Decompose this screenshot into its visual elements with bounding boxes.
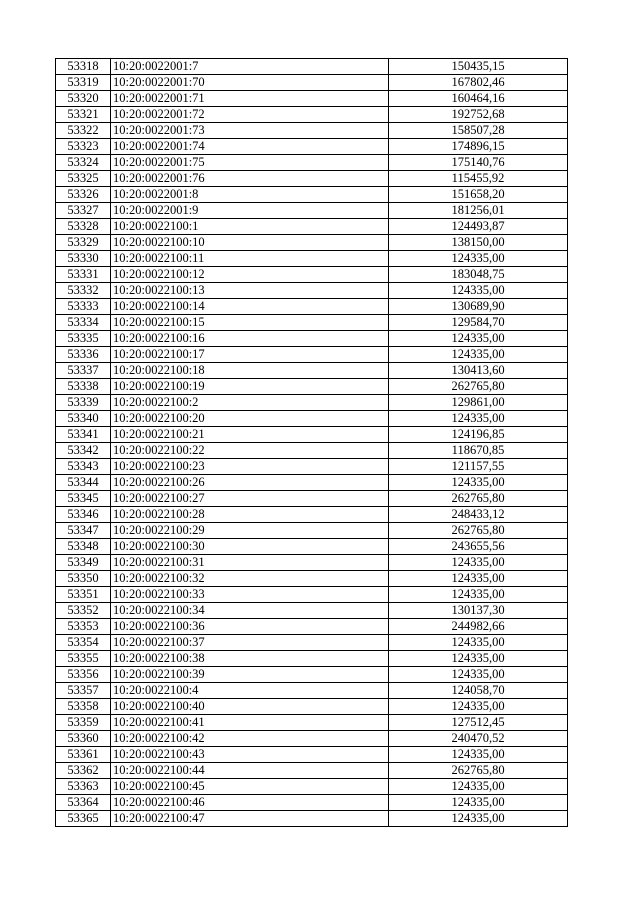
amount-cell: 118670,85: [389, 443, 568, 459]
row-number-cell: 53326: [56, 187, 111, 203]
cadastral-code-cell: 10:20:0022100:10: [111, 235, 389, 251]
table-row: [56, 267, 568, 283]
row-number-cell: 53321: [56, 107, 111, 123]
cadastral-code-cell: 10:20:0022001:7: [111, 59, 389, 75]
cadastral-code-cell: 10:20:0022100:11: [111, 251, 389, 267]
cadastral-code-cell: 10:20:0022100:33: [111, 587, 389, 603]
row-number-cell: 53359: [56, 715, 111, 731]
row-number-cell: 53353: [56, 619, 111, 635]
cadastral-code-cell: 10:20:0022001:71: [111, 91, 389, 107]
amount-cell: 243655,56: [389, 539, 568, 555]
amount-cell: 262765,80: [389, 379, 568, 395]
table-row: [56, 91, 568, 107]
row-number-cell: 53327: [56, 203, 111, 219]
cadastral-code-cell: 10:20:0022100:36: [111, 619, 389, 635]
cadastral-code-cell: 10:20:0022100:47: [111, 811, 389, 827]
table-row: [56, 283, 568, 299]
amount-cell: 262765,80: [389, 491, 568, 507]
table-row: [56, 187, 568, 203]
amount-cell: 181256,01: [389, 203, 568, 219]
cadastral-code-cell: 10:20:0022100:1: [111, 219, 389, 235]
table-row: [56, 635, 568, 651]
row-number-cell: 53361: [56, 747, 111, 763]
table-row: [56, 715, 568, 731]
cadastral-code-cell: 10:20:0022100:43: [111, 747, 389, 763]
amount-cell: 124196,85: [389, 427, 568, 443]
cadastral-code-cell: 10:20:0022001:9: [111, 203, 389, 219]
row-number-cell: 53343: [56, 459, 111, 475]
amount-cell: 124493,87: [389, 219, 568, 235]
table-row: [56, 123, 568, 139]
table-row: [56, 411, 568, 427]
cadastral-code-cell: 10:20:0022001:72: [111, 107, 389, 123]
table-row: [56, 587, 568, 603]
cadastral-code-cell: 10:20:0022001:74: [111, 139, 389, 155]
amount-cell: 248433,12: [389, 507, 568, 523]
table-row: [56, 811, 568, 827]
row-number-cell: 53334: [56, 315, 111, 331]
row-number-cell: 53325: [56, 171, 111, 187]
row-number-cell: 53322: [56, 123, 111, 139]
row-number-cell: 53355: [56, 651, 111, 667]
table-row: [56, 603, 568, 619]
table-row: [56, 779, 568, 795]
row-number-cell: 53341: [56, 427, 111, 443]
table-row: [56, 379, 568, 395]
cadastral-code-cell: 10:20:0022001:75: [111, 155, 389, 171]
table-row: [56, 731, 568, 747]
cadastral-code-cell: 10:20:0022100:18: [111, 363, 389, 379]
table-row: [56, 235, 568, 251]
table-row: [56, 651, 568, 667]
row-number-cell: 53357: [56, 683, 111, 699]
cadastral-code-cell: 10:20:0022100:40: [111, 699, 389, 715]
cadastral-code-cell: 10:20:0022001:76: [111, 171, 389, 187]
amount-cell: 262765,80: [389, 763, 568, 779]
amount-cell: 175140,76: [389, 155, 568, 171]
table-row: [56, 523, 568, 539]
row-number-cell: 53319: [56, 75, 111, 91]
cadastral-code-cell: 10:20:0022100:34: [111, 603, 389, 619]
row-number-cell: 53350: [56, 571, 111, 587]
cadastral-code-cell: 10:20:0022100:16: [111, 331, 389, 347]
amount-cell: 130137,30: [389, 603, 568, 619]
cadastral-code-cell: 10:20:0022100:42: [111, 731, 389, 747]
table-row: [56, 555, 568, 571]
amount-cell: 158507,28: [389, 123, 568, 139]
amount-cell: 124335,00: [389, 699, 568, 715]
row-number-cell: 53320: [56, 91, 111, 107]
amount-cell: 124335,00: [389, 811, 568, 827]
amount-cell: 138150,00: [389, 235, 568, 251]
amount-cell: 124335,00: [389, 587, 568, 603]
amount-cell: 124335,00: [389, 747, 568, 763]
table-row: [56, 763, 568, 779]
table-row: [56, 139, 568, 155]
row-number-cell: 53337: [56, 363, 111, 379]
table-row: [56, 443, 568, 459]
cadastral-code-cell: 10:20:0022100:12: [111, 267, 389, 283]
cadastral-code-cell: 10:20:0022100:2: [111, 395, 389, 411]
data-table: [55, 58, 568, 827]
row-number-cell: 53324: [56, 155, 111, 171]
amount-cell: 124335,00: [389, 251, 568, 267]
cadastral-code-cell: 10:20:0022100:39: [111, 667, 389, 683]
cadastral-code-cell: 10:20:0022100:29: [111, 523, 389, 539]
table-row: [56, 331, 568, 347]
cadastral-code-cell: 10:20:0022100:37: [111, 635, 389, 651]
table-row: [56, 667, 568, 683]
table-row: [56, 315, 568, 331]
row-number-cell: 53346: [56, 507, 111, 523]
table-row: [56, 491, 568, 507]
row-number-cell: 53349: [56, 555, 111, 571]
table-row: [56, 155, 568, 171]
row-number-cell: 53345: [56, 491, 111, 507]
row-number-cell: 53351: [56, 587, 111, 603]
amount-cell: 127512,45: [389, 715, 568, 731]
row-number-cell: 53365: [56, 811, 111, 827]
row-number-cell: 53323: [56, 139, 111, 155]
cadastral-code-cell: 10:20:0022100:32: [111, 571, 389, 587]
table-row: [56, 699, 568, 715]
cadastral-code-cell: 10:20:0022100:31: [111, 555, 389, 571]
amount-cell: 240470,52: [389, 731, 568, 747]
amount-cell: 124335,00: [389, 475, 568, 491]
cadastral-code-cell: 10:20:0022100:4: [111, 683, 389, 699]
row-number-cell: 53328: [56, 219, 111, 235]
amount-cell: 124335,00: [389, 555, 568, 571]
amount-cell: 244982,66: [389, 619, 568, 635]
row-number-cell: 53347: [56, 523, 111, 539]
cadastral-code-cell: 10:20:0022001:73: [111, 123, 389, 139]
amount-cell: 183048,75: [389, 267, 568, 283]
row-number-cell: 53335: [56, 331, 111, 347]
table-row: [56, 507, 568, 523]
row-number-cell: 53348: [56, 539, 111, 555]
cadastral-code-cell: 10:20:0022100:45: [111, 779, 389, 795]
table-row: [56, 363, 568, 379]
cadastral-code-cell: 10:20:0022100:21: [111, 427, 389, 443]
amount-cell: 124335,00: [389, 795, 568, 811]
cadastral-code-cell: 10:20:0022100:23: [111, 459, 389, 475]
amount-cell: 121157,55: [389, 459, 568, 475]
amount-cell: 124335,00: [389, 667, 568, 683]
row-number-cell: 53318: [56, 59, 111, 75]
row-number-cell: 53329: [56, 235, 111, 251]
cadastral-code-cell: 10:20:0022100:41: [111, 715, 389, 731]
table-body: [56, 59, 568, 827]
row-number-cell: 53362: [56, 763, 111, 779]
amount-cell: 115455,92: [389, 171, 568, 187]
row-number-cell: 53354: [56, 635, 111, 651]
cadastral-code-cell: 10:20:0022100:22: [111, 443, 389, 459]
cadastral-code-cell: 10:20:0022100:15: [111, 315, 389, 331]
amount-cell: 192752,68: [389, 107, 568, 123]
amount-cell: 150435,15: [389, 59, 568, 75]
amount-cell: 124058,70: [389, 683, 568, 699]
row-number-cell: 53333: [56, 299, 111, 315]
cadastral-code-cell: 10:20:0022100:27: [111, 491, 389, 507]
amount-cell: 124335,00: [389, 331, 568, 347]
table-row: [56, 571, 568, 587]
amount-cell: 160464,16: [389, 91, 568, 107]
amount-cell: 124335,00: [389, 347, 568, 363]
table-row: [56, 219, 568, 235]
row-number-cell: 53364: [56, 795, 111, 811]
amount-cell: 124335,00: [389, 283, 568, 299]
cadastral-code-cell: 10:20:0022001:8: [111, 187, 389, 203]
cadastral-code-cell: 10:20:0022100:19: [111, 379, 389, 395]
table-row: [56, 299, 568, 315]
table-row: [56, 539, 568, 555]
cadastral-code-cell: 10:20:0022001:70: [111, 75, 389, 91]
table-row: [56, 171, 568, 187]
row-number-cell: 53356: [56, 667, 111, 683]
amount-cell: 124335,00: [389, 779, 568, 795]
amount-cell: 151658,20: [389, 187, 568, 203]
row-number-cell: 53360: [56, 731, 111, 747]
table-row: [56, 459, 568, 475]
amount-cell: 124335,00: [389, 651, 568, 667]
table-row: [56, 747, 568, 763]
table-row: [56, 427, 568, 443]
amount-cell: 262765,80: [389, 523, 568, 539]
table-row: [56, 251, 568, 267]
amount-cell: 124335,00: [389, 571, 568, 587]
cadastral-code-cell: 10:20:0022100:44: [111, 763, 389, 779]
row-number-cell: 53339: [56, 395, 111, 411]
table-row: [56, 107, 568, 123]
row-number-cell: 53342: [56, 443, 111, 459]
amount-cell: 130689,90: [389, 299, 568, 315]
amount-cell: 124335,00: [389, 411, 568, 427]
row-number-cell: 53332: [56, 283, 111, 299]
table-row: [56, 59, 568, 75]
cadastral-code-cell: 10:20:0022100:28: [111, 507, 389, 523]
table-row: [56, 683, 568, 699]
table-row: [56, 395, 568, 411]
cadastral-code-cell: 10:20:0022100:26: [111, 475, 389, 491]
table-row: [56, 75, 568, 91]
table-row: [56, 795, 568, 811]
row-number-cell: 53340: [56, 411, 111, 427]
row-number-cell: 53336: [56, 347, 111, 363]
amount-cell: 130413,60: [389, 363, 568, 379]
cadastral-code-cell: 10:20:0022100:38: [111, 651, 389, 667]
cadastral-code-cell: 10:20:0022100:30: [111, 539, 389, 555]
amount-cell: 124335,00: [389, 635, 568, 651]
cadastral-code-cell: 10:20:0022100:17: [111, 347, 389, 363]
amount-cell: 129861,00: [389, 395, 568, 411]
cadastral-code-cell: 10:20:0022100:13: [111, 283, 389, 299]
row-number-cell: 53331: [56, 267, 111, 283]
cadastral-code-cell: 10:20:0022100:20: [111, 411, 389, 427]
amount-cell: 129584,70: [389, 315, 568, 331]
row-number-cell: 53338: [56, 379, 111, 395]
table-row: [56, 475, 568, 491]
row-number-cell: 53330: [56, 251, 111, 267]
row-number-cell: 53363: [56, 779, 111, 795]
cadastral-code-cell: 10:20:0022100:14: [111, 299, 389, 315]
table-row: [56, 347, 568, 363]
row-number-cell: 53358: [56, 699, 111, 715]
table-row: [56, 619, 568, 635]
amount-cell: 174896,15: [389, 139, 568, 155]
amount-cell: 167802,46: [389, 75, 568, 91]
row-number-cell: 53352: [56, 603, 111, 619]
table-row: [56, 203, 568, 219]
cadastral-code-cell: 10:20:0022100:46: [111, 795, 389, 811]
row-number-cell: 53344: [56, 475, 111, 491]
